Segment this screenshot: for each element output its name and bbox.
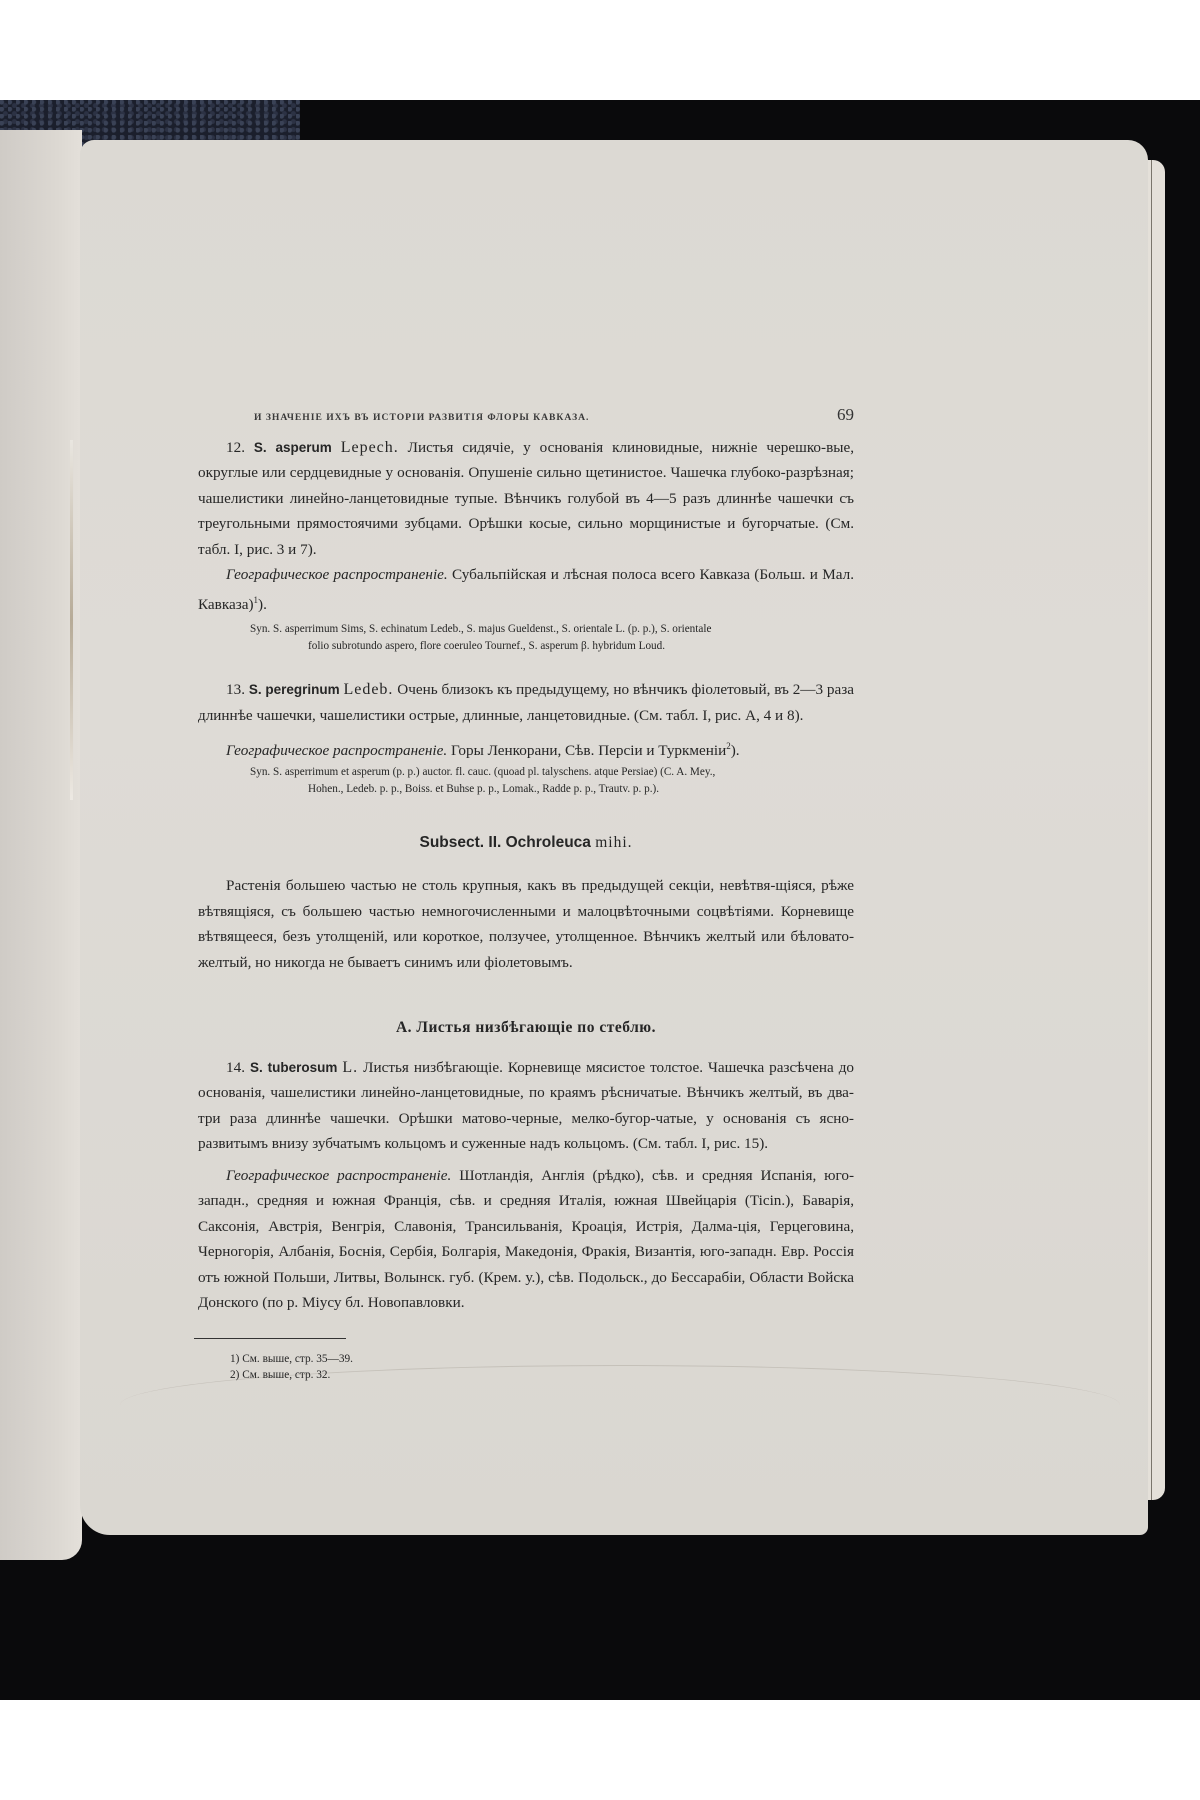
species-author: Ledeb. (343, 681, 394, 699)
book-page (80, 140, 1148, 1535)
entry-number: 12. (226, 438, 245, 456)
entry-description: Очень близокъ къ предыдущему, но вѣнчикъ фіолетовый, въ 2—3 раза длиннѣе чашечки, чашелистики острые, длинные, ланцетовидные. (См. табл. I, рис. A, 4 и 8). (198, 681, 854, 724)
running-head-title: И ЗНАЧЕНІЕ ИХЪ ВЪ ИСТОРІИ РАЗВИТІЯ ФЛОРЫ КАВКАЗА. (254, 412, 590, 423)
footnote-2: 2) См. выше, стр. 32. (230, 1368, 331, 1381)
subsection-heading (198, 830, 854, 856)
species-author: L. (342, 1058, 359, 1076)
entry-description: Листья сидячіе, у основанія клиновидные, нижніе черешко-вые, округлые или сердцевидные у основанія. Опушеніе сильно щетинистое. Чашечка глубоко-разрѣзная; чашелистики линейно-ланцетовидные тупые. Вѣнчикъ голубой въ 4—5 разъ длиннѣе чашечки съ треугольными прямостоячими зубцами. Орѣшки косые, сильно морщинистые и бугорчатые. (См. табл. I, рис. 3 и 7). (198, 438, 854, 558)
entry-12-distribution (198, 562, 854, 617)
punctuation: ). (258, 595, 267, 613)
spacer (198, 657, 854, 677)
species-name: S. tuberosum (249, 1059, 338, 1075)
synonyms-line-1: Syn. S. asperrimum Sims, S. echinatum Ledeb., S. majus Gueldenst., S. orientale L. (p. p.), S. orientale (250, 623, 712, 636)
entry-13 (198, 677, 854, 728)
footnotes (198, 1338, 854, 1383)
entry-13-distribution (198, 734, 854, 764)
entry-number: 13. (226, 681, 245, 699)
synonyms-line-2: folio subrotundo aspero, flore coeruleo Tournef., S. asperum β. hybridum Loud. (308, 640, 666, 653)
page-content (198, 402, 854, 1383)
synonyms-line-1: Syn. S. asperrimum et asperum (p. p.) auctor. fl. cauc. (quoad pl. talyschens. atque Persiae) (C. A. Mey., (250, 765, 716, 778)
entry-12 (198, 435, 854, 563)
running-head (198, 402, 854, 431)
entry-14 (198, 1055, 854, 1157)
distribution-text: Субальпійская и лѣсная полоса всего Кавказа (Больш. и Мал. Кавказа) (198, 566, 854, 613)
synonyms-line-2: Hohen., Ledeb. p. p., Boiss. et Buhse p. p., Lomak., Radde p. p., Trautv. p. p.). (308, 782, 660, 795)
footnote-ref: 1 (253, 594, 259, 605)
book-photo (0, 100, 1200, 1700)
footnote-ref: 2 (726, 741, 731, 752)
footnote-1: 1) См. выше, стр. 35—39. (230, 1352, 353, 1365)
entry-14-distribution (198, 1163, 854, 1316)
species-author: Lepech. (340, 438, 399, 456)
entry-12-synonyms (198, 621, 854, 655)
distribution-label: Географическое распространеніе. (226, 1166, 452, 1184)
entry-number: 14. (226, 1058, 245, 1076)
punctuation: ). (730, 742, 740, 760)
distribution-text: Шотландія, Англія (рѣдко), сѣв. и средняя Испанія, юго-западн., средняя и южная Франція, сѣв. и средняя Италія, южная Швейцарія (Ticin.), Баварія, Саксонія, Австрія, Венгрія, Славонія, Трансильванія, Кроація, Истрія, Далма-ція, Герцеговина, Черногорія, Албанія, Боснія, Сербія, Болгарія, Македонія, Фракія, Византія, юго-западн. Евр. Россія отъ южной Польши, Литвы, Волынск. губ. (Крем. у.), сѣв. Подольск., до Бессарабіи, Области Войска Донского (по р. Міусу бл. Новопавловки. (198, 1166, 855, 1312)
entry-description: Листья низбѣгающіе. Корневище мясистое толстое. Чашечка разсѣчена до основанія, чашелистики линейно-ланцетовидные, по краямъ рѣсничатые. Вѣнчикъ желтый, въ два-три раза длиннѣе чашечки. Орѣшки матово-черные, мелко-бугор-чатые, у основанія съ ясно-развитымъ внизу зубчатымъ кольцомъ и суженные надъ кольцомъ. (См. табл. I, рис. 15). (198, 1058, 855, 1153)
subsection-description: Растенія большею частью не столь крупныя, какъ въ предыдущей секціи, невѣтвя-щіяся, рѣже вѣтвящіяся, съ большею частью немногочисленными и малоцвѣточными соцвѣтіями. Корневище вѣтвящееся, безъ утолщеній, или короткое, ползучее, утолщенное. Вѣнчикъ желтый или бѣловато-желтый, но никогда не бываетъ синимъ или фіолетовымъ. (198, 877, 854, 971)
subsection-title: Subsect. II. Ochroleuca (419, 833, 591, 851)
group-heading: A. Листья низбѣгающіе по стеблю. (395, 1019, 656, 1037)
distribution-label: Географическое распространеніе. (226, 566, 448, 583)
species-name: S. asperum (253, 439, 332, 455)
species-name: S. peregrinum (248, 682, 340, 698)
page-number: 69 (837, 405, 854, 424)
left-facing-page (0, 130, 82, 1560)
page-fold-mark (70, 440, 73, 800)
distribution-label: Географическое распространеніе. (226, 742, 448, 760)
distribution-text: Горы Ленкорани, Сѣв. Персіи и Туркменіи (450, 742, 727, 760)
footnote-divider (194, 1338, 346, 1339)
subsection-suffix: mihi. (595, 833, 633, 851)
entry-13-synonyms (198, 764, 854, 798)
